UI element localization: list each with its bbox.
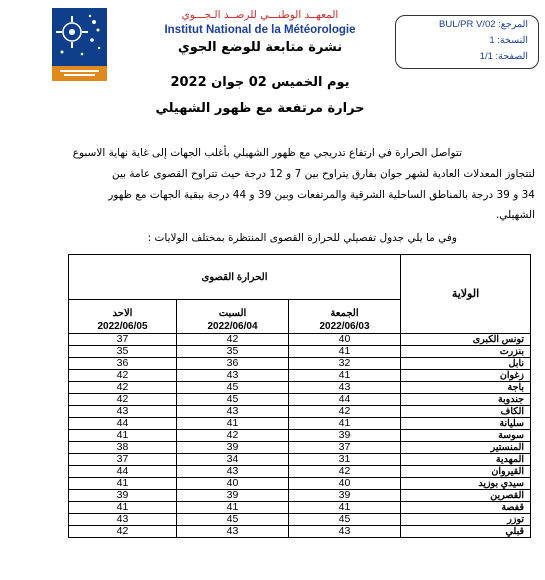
governorate-name: تونس الكبرى — [401, 334, 531, 346]
temp-sunday: 41 — [69, 502, 177, 514]
temp-sunday: 37 — [69, 334, 177, 346]
governorate-name: سليانة — [401, 418, 531, 430]
temp-friday: 39 — [289, 490, 401, 502]
temp-friday: 40 — [289, 334, 401, 346]
temp-saturday: 45 — [177, 514, 289, 526]
temp-sunday: 41 — [69, 478, 177, 490]
table-row — [69, 358, 531, 370]
governorate-name: قفصة — [401, 502, 531, 514]
inm-logo — [52, 8, 107, 81]
day-date: 2022/06/05 — [97, 321, 148, 332]
page-line — [403, 51, 528, 62]
temp-friday: 32 — [289, 358, 401, 370]
governorate-name: بنزرت — [401, 346, 531, 358]
temp-saturday: 39 — [177, 490, 289, 502]
table-row — [69, 490, 531, 502]
reference-line — [403, 19, 528, 30]
day-name: السبت — [218, 308, 247, 319]
temp-saturday: 45 — [177, 382, 289, 394]
bulletin-title: نشرة متابعة للوضع الجوي — [177, 40, 343, 55]
paragraph-line-3: 34 و 39 درجة بالمناطق الساحلية الشرقية والمرتفعات وبين 39 و 44 درجة ببقية الجهات مع ظهور — [108, 189, 535, 201]
governorate-name: باجة — [401, 382, 531, 394]
table-intro: وفي ما يلي جدول تفصيلي للحرارة القصوى المنتظرة بمختلف الولايات : — [147, 232, 457, 244]
temp-saturday: 43 — [177, 406, 289, 418]
reference-box — [395, 15, 539, 69]
table-row — [69, 478, 531, 490]
temp-friday: 43 — [289, 382, 401, 394]
temp-saturday: 40 — [177, 478, 289, 490]
temp-saturday: 45 — [177, 394, 289, 406]
temp-saturday: 39 — [177, 442, 289, 454]
governorate-name: قبلي — [401, 526, 531, 538]
governorate-name: الكاف — [401, 406, 531, 418]
day-header-saturday — [177, 300, 289, 334]
temp-saturday: 36 — [177, 358, 289, 370]
day-header-friday — [289, 300, 401, 334]
temp-sunday: 38 — [69, 442, 177, 454]
table-row — [69, 334, 531, 346]
temp-friday: 41 — [289, 418, 401, 430]
day-name: الاحد — [112, 308, 133, 319]
table-row — [69, 442, 531, 454]
temp-friday: 31 — [289, 454, 401, 466]
page-label: الصفحة: — [495, 51, 528, 62]
temp-sunday: 41 — [69, 430, 177, 442]
table-row — [69, 406, 531, 418]
paragraph-line-4: الشهيلي. — [495, 209, 535, 221]
day-date: 2022/06/03 — [319, 321, 370, 332]
temp-friday: 43 — [289, 526, 401, 538]
temp-friday: 41 — [289, 346, 401, 358]
temp-saturday: 43 — [177, 370, 289, 382]
temp-friday: 42 — [289, 466, 401, 478]
table-row — [69, 430, 531, 442]
paragraph-line-2: لتتجاوز المعدلات العادية لشهر جوان بفارق يتراوح بين 7 و 12 درجة حيث تتراوح القصوى عامة بين — [111, 168, 535, 180]
report-date-title: يوم الخميس 02 جوان 2022 — [170, 75, 350, 90]
governorate-name: المنستير — [401, 442, 531, 454]
governorate-name: القيروان — [401, 466, 531, 478]
governorate-name: توزر — [401, 514, 531, 526]
temp-sunday: 36 — [69, 358, 177, 370]
temp-sunday: 43 — [69, 514, 177, 526]
temp-friday: 39 — [289, 430, 401, 442]
table-row — [69, 454, 531, 466]
governorate-name: المهدية — [401, 454, 531, 466]
table-header-row-1 — [69, 255, 531, 300]
temp-sunday: 43 — [69, 406, 177, 418]
temp-friday: 37 — [289, 442, 401, 454]
temp-saturday: 41 — [177, 418, 289, 430]
temp-friday: 41 — [289, 370, 401, 382]
region-column-header: الولاية — [401, 255, 531, 334]
table-row — [69, 394, 531, 406]
temp-saturday: 43 — [177, 466, 289, 478]
temp-sunday: 35 — [69, 346, 177, 358]
table-row — [69, 514, 531, 526]
max-temperature-table — [68, 254, 531, 538]
temp-friday: 40 — [289, 478, 401, 490]
governorate-name: زغوان — [401, 370, 531, 382]
temp-sunday: 42 — [69, 382, 177, 394]
version-value: 1 — [489, 35, 495, 46]
governorate-name: سيدي بوزيد — [401, 478, 531, 490]
day-name: الجمعة — [330, 308, 359, 319]
paragraph-line-1: تتواصل الحرارة في ارتفاع تدريجي مع ظهور الشهيلي بأغلب الجهات إلى غاية نهاية الاسبوع — [72, 147, 462, 159]
temp-saturday: 41 — [177, 502, 289, 514]
temp-sunday: 42 — [69, 394, 177, 406]
governorate-name: سوسة — [401, 430, 531, 442]
temp-sunday: 42 — [69, 526, 177, 538]
institute-name-french: Institut National de la Météorologie — [164, 24, 356, 36]
table-row — [69, 526, 531, 538]
institute-name-arabic: المعهــد الوطنـــي للرصــد الـجـــوي — [181, 9, 339, 21]
table-row — [69, 346, 531, 358]
table-row — [69, 502, 531, 514]
version-line — [403, 35, 528, 46]
table-row — [69, 466, 531, 478]
reference-value: BUL/PR V/02 — [439, 19, 496, 30]
temp-sunday: 39 — [69, 490, 177, 502]
temp-sunday: 44 — [69, 418, 177, 430]
temp-sunday: 42 — [69, 370, 177, 382]
temp-saturday: 42 — [177, 334, 289, 346]
report-subtitle: حرارة مرتفعة مع ظهور الشهيلي — [155, 101, 365, 116]
page-value: 1/1 — [479, 51, 493, 62]
table-row — [69, 382, 531, 394]
table-row — [69, 418, 531, 430]
temp-saturday: 35 — [177, 346, 289, 358]
version-label: النسخة: — [497, 35, 528, 46]
temp-saturday: 34 — [177, 454, 289, 466]
reference-label: المرجع: — [498, 19, 528, 30]
max-temp-group-header: الحرارة القصوى — [69, 255, 401, 300]
temp-saturday: 42 — [177, 430, 289, 442]
temp-sunday: 44 — [69, 466, 177, 478]
day-header-sunday — [69, 300, 177, 334]
temp-friday: 44 — [289, 394, 401, 406]
day-date: 2022/06/04 — [207, 321, 258, 332]
governorate-name: نابل — [401, 358, 531, 370]
governorate-name: جندوبة — [401, 394, 531, 406]
governorate-name: القصرين — [401, 490, 531, 502]
temp-friday: 41 — [289, 502, 401, 514]
temp-sunday: 37 — [69, 454, 177, 466]
table-row — [69, 370, 531, 382]
temp-saturday: 43 — [177, 526, 289, 538]
temp-friday: 45 — [289, 514, 401, 526]
temp-friday: 42 — [289, 406, 401, 418]
